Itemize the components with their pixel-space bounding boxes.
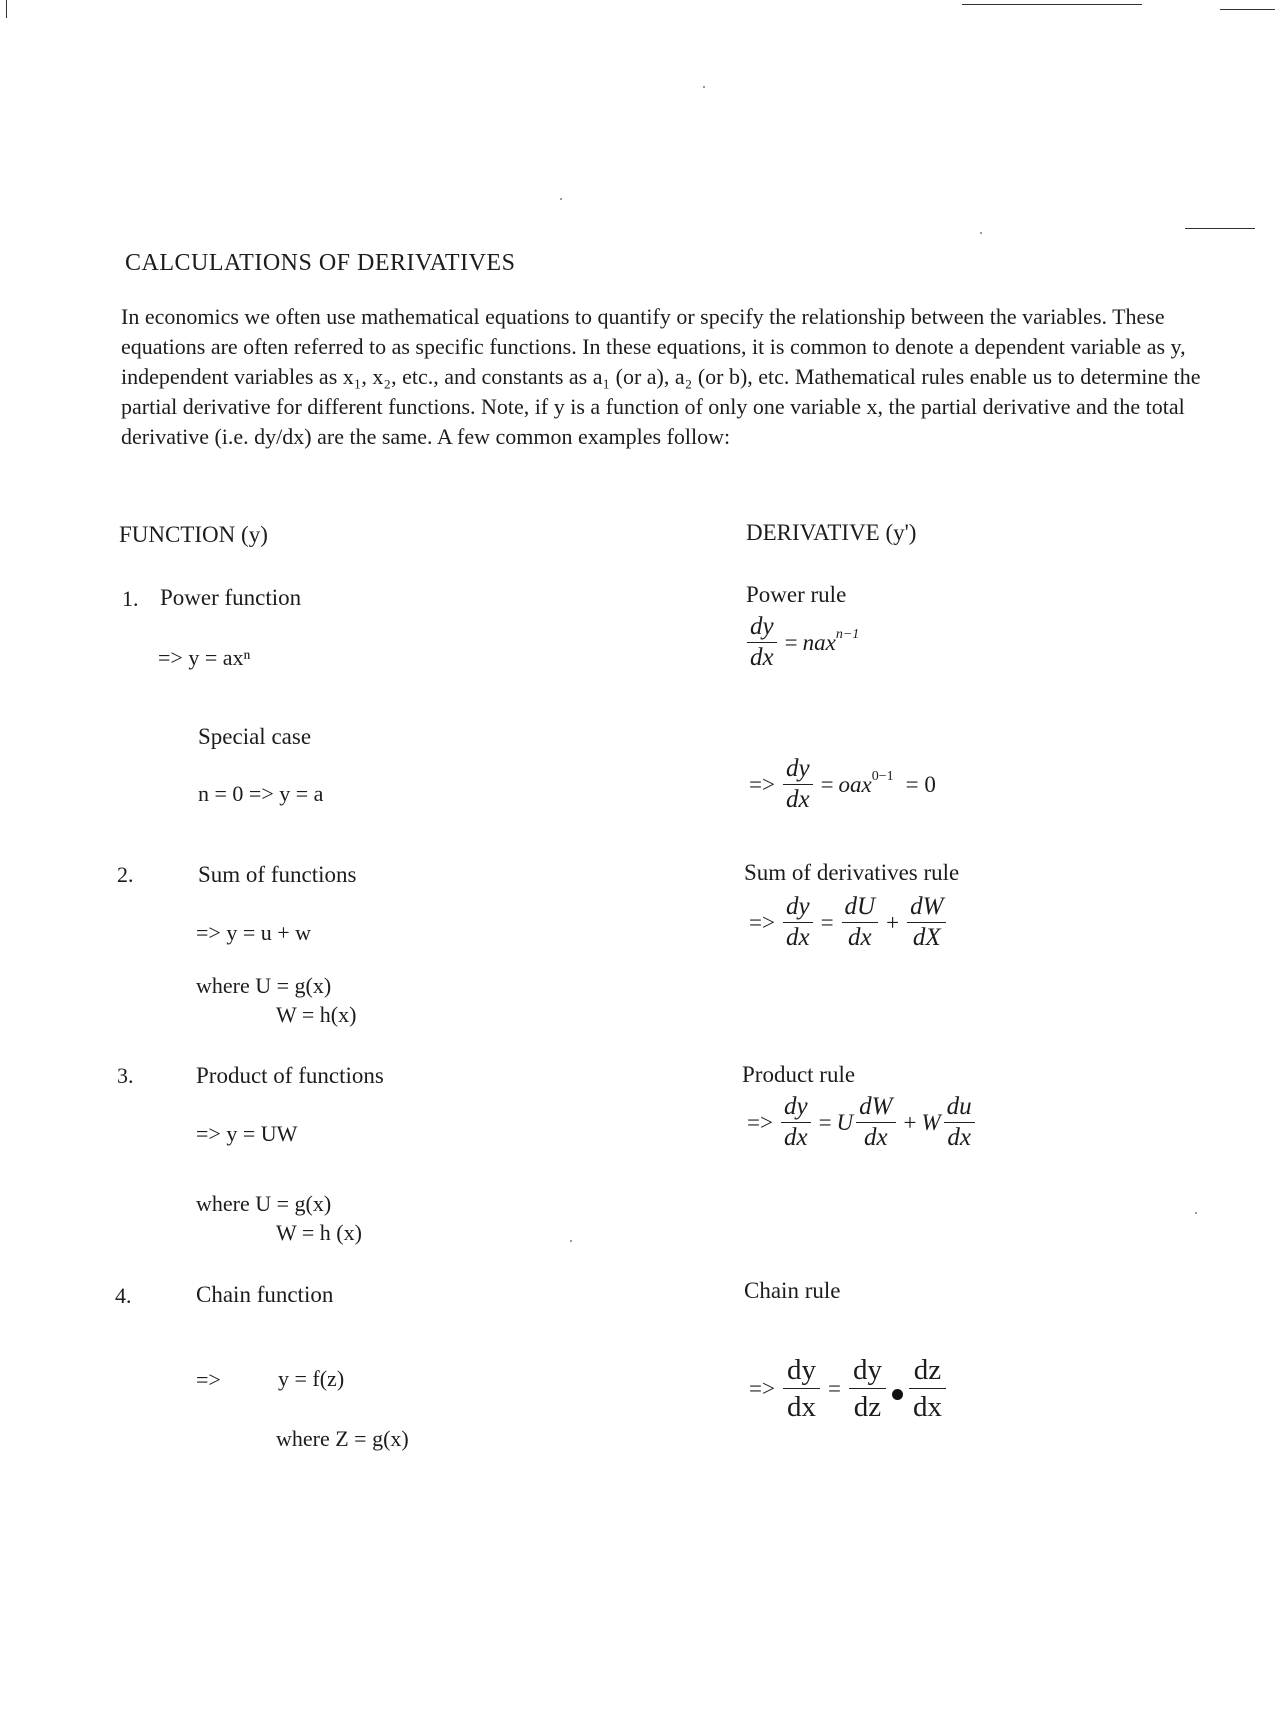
fraction-denominator: dX: [912, 924, 941, 951]
fraction-numerator: du: [946, 1093, 972, 1120]
fraction-denominator: dx: [783, 1124, 808, 1151]
scan-artifact-line: [1220, 9, 1275, 10]
special-case-label: Special case: [198, 724, 312, 749]
fraction-numerator: dy: [786, 1354, 816, 1386]
chain-rule-formula: [744, 1352, 949, 1425]
rule-name: Product rule: [742, 1062, 856, 1087]
where-clause: W = h(x): [276, 1002, 357, 1027]
implies-arrow: =>: [749, 771, 775, 797]
special-case-formula: [744, 754, 941, 815]
equals-sign: =: [784, 629, 798, 655]
fraction-denominator: dz: [853, 1391, 882, 1423]
where-clause: where U = g(x): [196, 1191, 332, 1216]
formula-term: oax: [838, 771, 872, 797]
product-rule-formula: [742, 1092, 978, 1153]
rule-name: Chain rule: [744, 1278, 841, 1303]
fraction-denominator: dx: [864, 1124, 888, 1151]
fraction-denominator: dx: [786, 1391, 816, 1423]
fraction-numerator: dy: [750, 613, 774, 640]
scan-speck: [1195, 1212, 1197, 1214]
formula-exponent: n−1: [835, 626, 860, 642]
fraction-denominator: dx: [912, 1391, 942, 1423]
scan-artifact-line: [1185, 228, 1255, 229]
fraction-numerator: dy: [785, 893, 810, 920]
item-equation: y = f(z): [278, 1366, 345, 1391]
equals-sign: =: [820, 771, 834, 797]
fraction-numerator: dW: [859, 1093, 893, 1120]
multiplication-dot: [892, 1389, 903, 1400]
formula-term: U: [836, 1109, 854, 1135]
where-clause: where Z = g(x): [276, 1426, 409, 1451]
item-equation: => y = u + w: [196, 920, 312, 945]
plus-sign: +: [903, 1109, 917, 1135]
fraction-denominator: dx: [947, 1124, 971, 1151]
scan-speck: [980, 232, 982, 234]
plus-sign: +: [886, 909, 900, 935]
implies-arrow: =>: [749, 909, 775, 935]
special-case-equation: n = 0 => y = a: [198, 781, 324, 806]
fraction-denominator: dx: [848, 924, 872, 951]
item-equation: => y = axⁿ: [158, 645, 251, 670]
formula-result: = 0: [905, 771, 936, 797]
sum-rule-formula: [744, 892, 949, 953]
item-name: Product of functions: [196, 1063, 384, 1088]
item-name: Chain function: [196, 1282, 334, 1307]
derivative-column-header: DERIVATIVE (y'): [746, 520, 917, 545]
fraction-numerator: dy: [785, 755, 810, 782]
rule-name: Sum of derivatives rule: [744, 860, 960, 885]
formula-exponent: 0−1: [871, 768, 894, 784]
scan-speck: [570, 1240, 572, 1242]
scan-artifact-line: [962, 4, 1142, 5]
scan-speck: [703, 86, 705, 88]
formula-term: nax: [802, 629, 836, 655]
where-clause: W = h (x): [276, 1220, 362, 1245]
intro-paragraph: In economics we often use mathematical equations to quantify or specify the relationship between the variables. These equations are often referred to as specific functions. In these equations, it is common to denote a dependent variable as y, independent variables as x₁, x₂, etc., and constants as a₁ (or a), a₂ (or b), etc. Mathematical rules enable us to determine the partial derivative for different functions. Note, if y is a function of only one variable x, the partial derivative and the total derivative (i.e. dy/dx) are the same. A few common examples follow:: [121, 304, 1201, 449]
fraction-denominator: dx: [750, 644, 774, 671]
implies-arrow: =>: [749, 1375, 775, 1401]
fraction-denominator: dx: [785, 924, 810, 951]
power-rule-formula: [744, 612, 859, 673]
fraction-numerator: dW: [910, 893, 944, 920]
fraction-denominator: dx: [785, 786, 810, 813]
equals-sign: =: [818, 1109, 832, 1135]
implies-arrow: =>: [196, 1367, 221, 1392]
formula-term: W: [921, 1109, 941, 1135]
item-number: 2.: [117, 862, 134, 887]
scan-speck: [560, 198, 562, 200]
equals-sign: =: [827, 1375, 841, 1401]
page-title: CALCULATIONS OF DERIVATIVES: [125, 250, 516, 276]
scan-artifact-line: [6, 0, 7, 18]
item-name: Power function: [160, 585, 302, 610]
implies-arrow: =>: [747, 1109, 773, 1135]
fraction-numerator: dz: [913, 1354, 942, 1386]
fraction-numerator: dy: [852, 1354, 882, 1386]
item-equation: => y = UW: [196, 1121, 298, 1146]
fraction-numerator: dy: [783, 1093, 808, 1120]
item-name: Sum of functions: [198, 862, 357, 887]
item-number: 3.: [117, 1063, 134, 1088]
equals-sign: =: [820, 909, 834, 935]
where-clause: where U = g(x): [196, 973, 332, 998]
item-number: 1.: [122, 586, 139, 611]
rule-name: Power rule: [746, 582, 847, 607]
item-number: 4.: [115, 1283, 132, 1308]
fraction-numerator: dU: [844, 893, 876, 920]
function-column-header: FUNCTION (y): [119, 522, 268, 547]
